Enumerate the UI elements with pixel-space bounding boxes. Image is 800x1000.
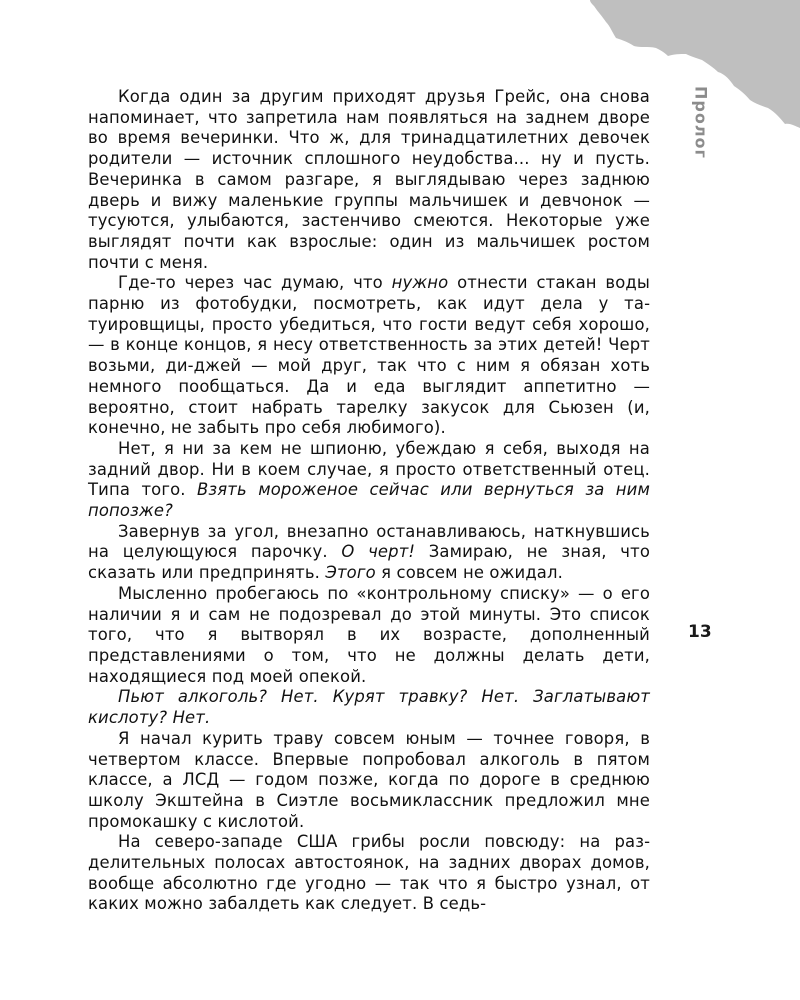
text-run: На северо-западе США грибы росли повсюду: на разделительных полосах автостоянок, на задних дворах домов, вообще абсолютно где угодно — так что я быстро узнал, от каких можно забалдеть как следует. В седь- bbox=[88, 832, 650, 914]
italic-run: Взять мороженое сейчас или вернуться за ним попозже? bbox=[88, 480, 650, 521]
running-head-chapter: Пролог bbox=[691, 86, 711, 159]
text-run: Завернув за угол, внезапно останавливаюсь, наткнувшись на целующуюся парочку. bbox=[88, 521, 650, 562]
paragraph bbox=[88, 87, 650, 273]
text-run: Я начал курить траву совсем юным — точнее говоря, в четвертом классе. Впервые попробовал алкоголь в пятом классе, а ЛСД — годом позже, когда по дороге в среднюю школу Экштейна в Сиэтле восьмиклассник предложил мне промокашку с кислотой. bbox=[88, 728, 650, 831]
italic-run: нужно bbox=[391, 273, 449, 293]
text-run: Мысленно пробегаюсь по «контрольному списку» — о его наличии я и сам не подозревал до этой минуты. Это список того, что я вытворял в их возрасте, дополненный представлениями о том, что не должны делать дети, находящиеся под моей опекой. bbox=[88, 583, 650, 686]
text-run: Нет, я ни за кем не шпионю, убеждаю я себя, выходя на задний двор. Ни в коем случае, я просто ответственный отец. Типа того. bbox=[88, 438, 650, 500]
paragraph bbox=[88, 522, 650, 584]
paragraph bbox=[88, 273, 650, 439]
paragraph bbox=[88, 584, 650, 688]
italic-run: О черт! bbox=[341, 542, 416, 562]
paragraph bbox=[88, 687, 650, 728]
text-run: Где-то через час думаю, что bbox=[118, 273, 392, 293]
paragraph bbox=[88, 729, 650, 833]
text-run: отнести стакан воды парню из фотобудки, посмотреть, как идут дела у татуировщицы, просто убедиться, что гости ведут себя хорошо, — в конце концов, я несу ответственность за этих детей! Черт возьми, ди-джей — мой друг, так что с ним я обязан хоть немного пообщаться. Да и еда выглядит аппетитно — вероятно, стоит набрать тарелку закусок для Сьюзен (и, конечно, не забыть про себя любимого). bbox=[88, 273, 650, 438]
text-run: я совсем не ожидал. bbox=[375, 563, 563, 583]
page-number: 13 bbox=[688, 622, 712, 642]
paragraph bbox=[88, 439, 650, 522]
italic-run: Пьют алкоголь? Нет. Курят травку? Нет. Заглатывают кислоту? Нет. bbox=[88, 687, 650, 728]
text-run: Когда один за другим приходят друзья Грейс, она снова напоминает, что запретила нам появляться на заднем дворе во время вечеринки. Что ж, для тринадцатилетних девочек родители — источник сплошного неудобства... ну и пусть. Вечеринка в самом разгаре, я выглядываю через заднюю дверь и вижу маленькие группы мальчишек и девчонок — тусуются, улыбаются, застенчиво смеются. Некоторые уже выглядят почти как взрослые: один из мальчишек ростом почти с меня. bbox=[88, 87, 650, 272]
italic-run: Этого bbox=[325, 563, 376, 583]
body-text bbox=[88, 87, 650, 915]
text-run: Замираю, не зная, что сказать или предпринять. bbox=[88, 542, 650, 583]
paragraph bbox=[88, 832, 650, 915]
